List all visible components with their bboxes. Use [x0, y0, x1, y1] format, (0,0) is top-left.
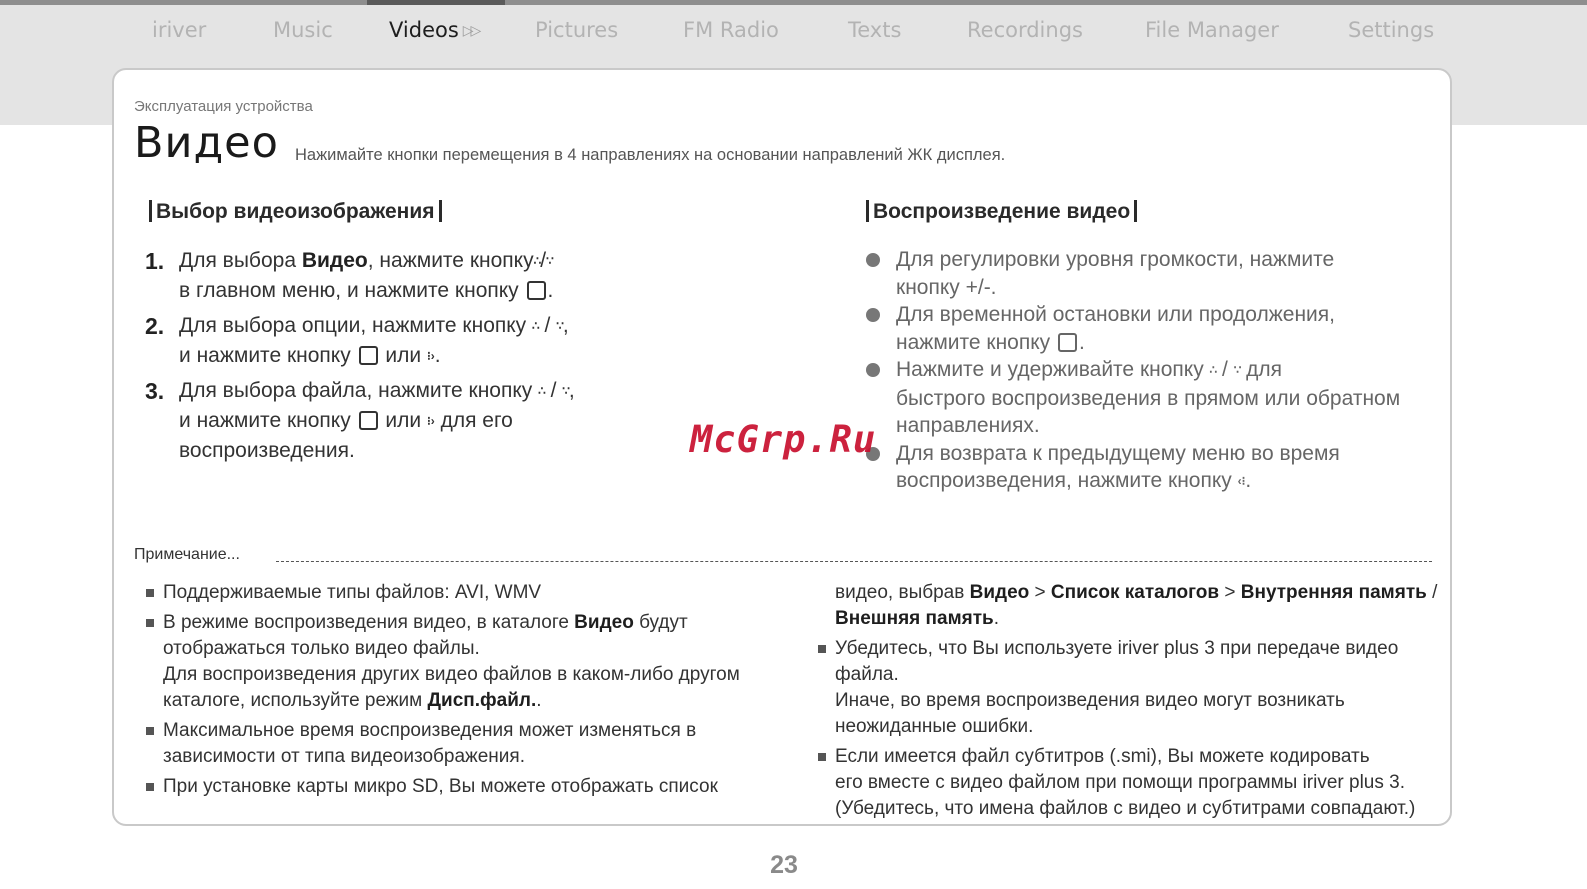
heading-bar — [439, 200, 442, 222]
bullet-dot — [866, 253, 880, 267]
nav-item-settings[interactable]: Settings — [1348, 18, 1435, 42]
note-line: отображаться только видео файлы. — [163, 638, 480, 659]
note-text: Поддерживаемые типы файлов: AVI, WMV — [163, 582, 542, 603]
nav-item-music[interactable]: Music — [273, 18, 333, 42]
up-button-icon: ∴ — [538, 384, 545, 398]
step-text: Для выбора опции, нажмите кнопку — [179, 314, 533, 337]
note-line: его вместе с видео файлом при помощи программы iriver plus 3. — [835, 772, 1405, 793]
up-button-icon: ∴ — [1209, 363, 1217, 377]
notes-left-column — [146, 580, 766, 804]
step-text: . — [434, 344, 441, 367]
bullet-text: Для возврата к предыдущему меню во время — [896, 441, 1340, 465]
heading-bar — [866, 200, 869, 222]
step-text: или — [379, 409, 427, 432]
nav-item-texts[interactable]: Texts — [848, 18, 902, 42]
select-button-icon — [359, 411, 378, 430]
bullet-dot — [866, 363, 880, 377]
note-line: Убедитесь, что Вы используете iriver plus 3 при передаче видео — [835, 638, 1399, 659]
select-button-icon — [1058, 333, 1077, 352]
bullet-item — [864, 356, 1454, 440]
down-button-icon: ∵ — [546, 254, 553, 268]
step-text: / — [540, 249, 547, 272]
heading-bar — [1134, 200, 1137, 222]
bullet-item — [864, 246, 1454, 301]
bullet-dot — [866, 308, 880, 322]
up-button-icon: ∴ — [532, 319, 539, 333]
bullet-item — [864, 440, 1454, 496]
note-line: Максимальное время воспроизведения может изменяться в — [163, 720, 697, 741]
note-text: В режиме воспроизведения видео, в каталоге — [163, 612, 575, 633]
note-text: каталоге, используйте режим — [163, 690, 428, 711]
step-text: Для выбора файла, нажмите кнопку — [179, 379, 539, 402]
steps-list — [145, 246, 785, 471]
note-continuation — [818, 580, 1448, 632]
section-heading-text: Выбор видеоизображения — [156, 200, 435, 223]
nav-item-iriver[interactable]: iriver — [152, 18, 207, 42]
nav-item-recordings[interactable]: Recordings — [967, 18, 1083, 42]
notes-right-column — [818, 580, 1448, 826]
heading-bar — [149, 200, 152, 222]
step-text: или — [379, 344, 427, 367]
playback-bullets — [864, 246, 1454, 496]
note-line: (Убедитесь, что имена файлов с видео и субтитрами совпадают.) — [835, 798, 1416, 819]
nav-item-pictures[interactable]: Pictures — [535, 18, 619, 42]
breadcrumb: Эксплуатация устройства — [134, 98, 313, 115]
watermark: McGrp.Ru — [690, 418, 877, 461]
note-item — [818, 744, 1448, 822]
note-item — [146, 610, 766, 714]
step-text: и нажмите кнопку — [179, 344, 357, 367]
select-button-icon — [359, 346, 378, 365]
note-bullet — [146, 783, 154, 791]
page-title: Видео — [134, 118, 279, 168]
note-bullet — [146, 619, 154, 627]
note-bullet — [818, 645, 826, 653]
note-bold: Внутренняя память — [1240, 582, 1427, 603]
step-bold: Видео — [301, 249, 368, 272]
note-text: . — [536, 690, 542, 711]
note-item — [818, 636, 1448, 740]
down-button-icon: ∵ — [562, 384, 569, 398]
note-line — [835, 580, 1448, 606]
right-button-icon: ⁝› — [426, 414, 435, 428]
step-number: 3. — [145, 378, 165, 404]
note-text: При установке карты микро SD, Вы можете отображать список — [163, 776, 718, 797]
note-line: файла. — [835, 664, 899, 685]
note-text: > — [1219, 582, 1241, 603]
step-text: / — [538, 314, 557, 337]
section-heading-select-video — [145, 200, 446, 224]
step-text: воспроизведения. — [179, 439, 355, 462]
note-bold: Список каталогов — [1050, 582, 1220, 603]
bullet-text: . — [1245, 469, 1252, 492]
page-subtitle: Нажимайте кнопки перемещения в 4 направлениях на основании направлений ЖК дисплея. — [295, 146, 1006, 164]
note-text: видео, выбрав — [835, 582, 970, 603]
step-text: , нажмите кнопку — [367, 249, 534, 272]
step-text: в главном меню, и нажмите кнопку — [179, 279, 519, 302]
note-line: Иначе, во время воспроизведения видео могут возникать — [835, 690, 1345, 711]
step-text: и нажмите кнопку — [179, 409, 357, 432]
up-button-icon: ∴ — [533, 254, 541, 268]
note-divider — [276, 561, 1432, 562]
note-line — [835, 606, 1448, 632]
chevron-right-icon: ▷▷ — [462, 23, 479, 39]
bullet-text: Для временной остановки или продолжения, — [896, 303, 1335, 326]
bullet-text: Нажмите и удерживайте кнопку — [896, 358, 1210, 381]
step-item — [145, 246, 785, 306]
note-item — [146, 580, 766, 606]
bullet-text: / — [1216, 358, 1234, 381]
bullet-text: . — [1079, 330, 1085, 354]
bullet-text: для — [1240, 358, 1283, 381]
step-text: . — [547, 279, 554, 302]
nav-item-videos[interactable] — [389, 18, 478, 42]
step-text: , — [568, 379, 575, 402]
bullet-text: воспроизведения, нажмите кнопку — [896, 469, 1238, 492]
note-line: Для воспроизведения других видео файлов в каком-либо другом — [163, 664, 740, 685]
down-button-icon: ∵ — [1233, 363, 1241, 377]
note-line: Если имеется файл субтитров (.smi), Вы можете кодировать — [835, 746, 1370, 767]
note-bullet — [146, 589, 154, 597]
section-heading-play-video — [862, 200, 1141, 224]
note-text: будут — [633, 612, 688, 633]
bullet-item — [864, 301, 1454, 356]
left-button-icon: ‹⁝ — [1237, 474, 1246, 488]
bullet-text: кнопку +/-. — [896, 275, 997, 299]
step-number: 1. — [145, 248, 165, 274]
note-line — [163, 688, 766, 714]
page-number: 23 — [770, 851, 798, 879]
step-item — [145, 311, 785, 371]
step-text: для его — [434, 409, 513, 432]
note-bold: Дисп.файл. — [427, 690, 537, 711]
bullet-text: быстрого воспроизведения в прямом или обратном — [896, 386, 1401, 410]
note-item — [146, 718, 766, 770]
select-button-icon — [527, 281, 546, 300]
bullet-text: Для регулировки уровня громкости, нажмите — [896, 248, 1335, 271]
note-item — [146, 774, 766, 800]
note-bold: Видео — [574, 612, 634, 633]
step-item — [145, 376, 785, 466]
note-bold: Внешняя память — [835, 608, 994, 629]
note-text: . — [993, 608, 999, 629]
note-label: Примечание... — [134, 546, 240, 563]
nav-item-fm-radio[interactable]: FM Radio — [683, 18, 779, 42]
step-text: , — [562, 314, 569, 337]
nav-item-videos-label: Videos — [389, 18, 459, 42]
note-text: > — [1029, 582, 1051, 603]
note-line: неожиданные ошибки. — [835, 716, 1034, 737]
step-text: Для выбора — [179, 249, 302, 272]
note-bullet — [818, 753, 826, 761]
note-text: / — [1426, 582, 1438, 603]
step-number: 2. — [145, 313, 165, 339]
note-bullet — [146, 727, 154, 735]
note-line: зависимости от типа видеоизображения. — [163, 746, 525, 767]
nav-item-file-manager[interactable]: File Manager — [1145, 18, 1279, 42]
bullet-text: нажмите кнопку — [896, 330, 1051, 354]
down-button-icon: ∵ — [556, 319, 563, 333]
note-bold: Видео — [969, 582, 1030, 603]
top-nav — [0, 18, 1587, 54]
right-button-icon: ⁝› — [426, 349, 435, 363]
section-heading-text: Воспроизведение видео — [873, 200, 1131, 223]
note-line — [163, 610, 766, 636]
bullet-text: направлениях. — [896, 414, 1040, 437]
step-text: / — [544, 379, 563, 402]
